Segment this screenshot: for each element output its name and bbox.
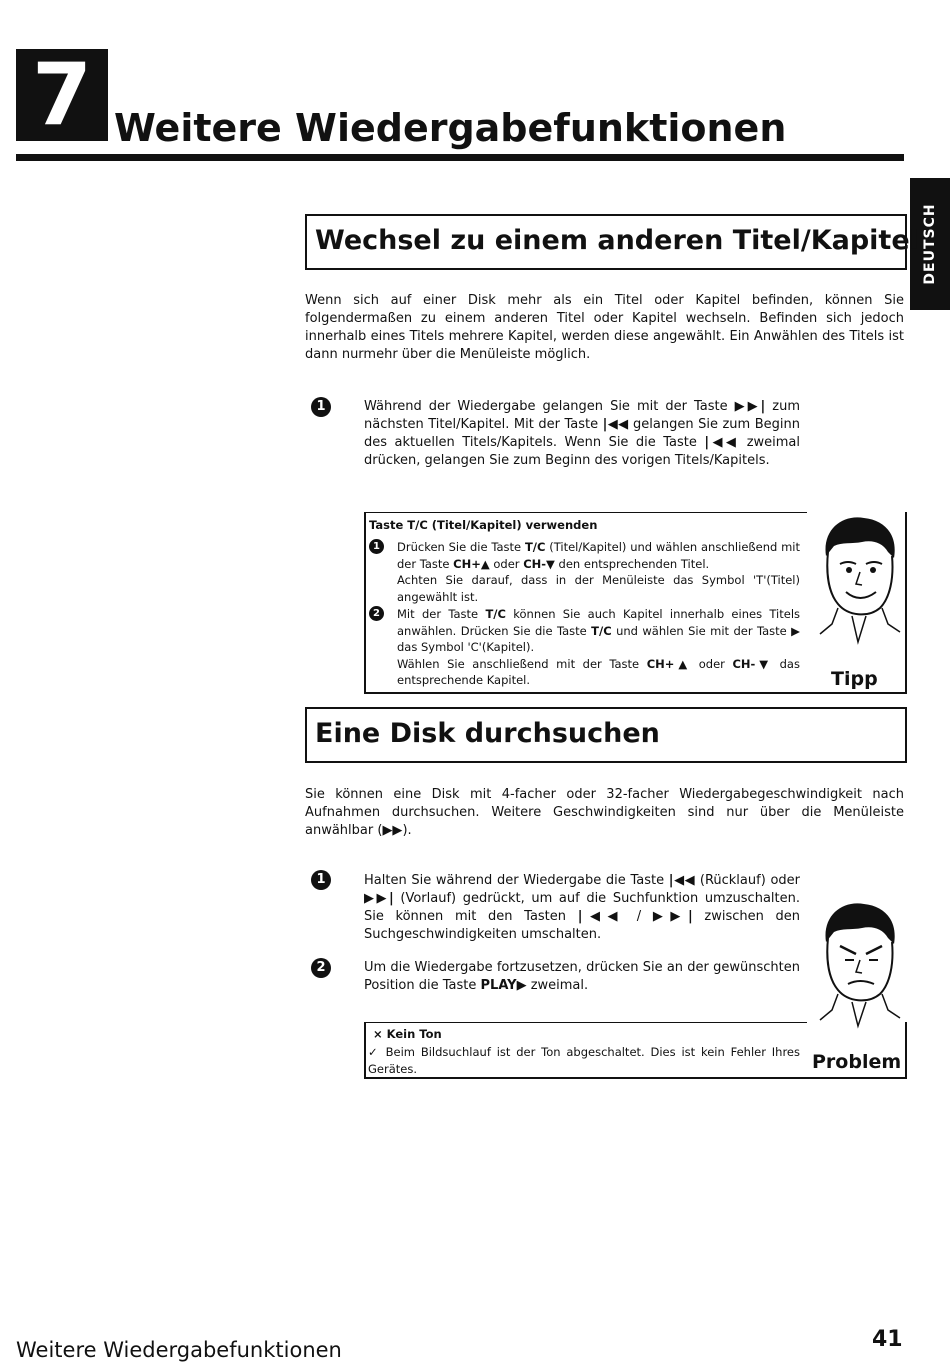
language-tab-label: DEUTSCH [922,203,938,285]
checkmark-icon: ✓ [368,1045,380,1059]
triangle-right-icon: ▶ [791,623,801,638]
tip-step-text: Drücken Sie die Taste T/C (Titel/Kapitel) und wählen anschließend mit der Taste CH+▲ oder CH-▼ den entsprechenden Titel. Achten Sie darauf, dass in der Menüleiste das Symbol 'T'(Titel) angewählt ist. [397,540,801,604]
page-number: 41 [872,1327,903,1352]
tip-step-number: 1 [369,539,384,554]
section-title-box [305,214,919,270]
footer-title: Weitere Wiedergabefunktionen [16,1338,342,1362]
section-intro: Wenn sich auf einer Disk mehr als ein Titel oder Kapitel befinden, können Sie folgendermaßen zu einem anderen Titel oder Kapitel wechseln. Befinden sich jedoch innerhalb eines Titels mehrere Kapitel, werden diese angewählt. Ein Anwählen des Titels ist dann nurmehr über die Menüleiste möglich. [305,293,904,362]
section-title: Wechsel zu einem anderen Titel/Kapitel [315,225,919,256]
tip-label: Tipp [831,668,878,690]
fast-forward-icon: ▶▶ [382,823,403,838]
skip-previous-icon: |◀◀ [577,909,626,924]
chapter-number: 7 [16,49,108,141]
step-text: Um die Wiedergabe fortzusetzen, drücken Sie an der gewünschten Position die Taste PLAY▶ zweimal. [364,960,800,993]
step-text: Halten Sie während der Wiedergabe die Taste |◀◀ (Rücklauf) oder ▶▶| (Vorlauf) gedrückt, um auf die Suchfunktion umzuschalten. Sie können mit den Tasten |◀◀ / ▶▶| zwischen den Suchgeschwindigkeiten umschalten. [364,873,801,942]
triangle-up-icon: ▲ [480,556,490,571]
triangle-up-icon: ▲ [674,656,692,671]
problem-label: Problem [812,1051,902,1073]
skip-previous-icon: |◀◀ [602,417,629,432]
tip-step-number: 2 [369,606,384,621]
triangle-down-icon: ▼ [755,656,773,671]
tip-character-illustration [812,512,904,662]
problem-text: ✓ Beim Bildsuchlauf ist der Ton abgeschaltet. Dies ist kein Fehler Ihres Gerätes. [368,1045,801,1076]
chapter-title: Weitere Wiedergabefunktionen [114,106,787,150]
skip-next-icon: ▶▶| [734,399,766,414]
skip-previous-icon: |◀◀ [704,435,740,450]
step-number: 1 [311,870,331,890]
section-intro: Sie können eine Disk mit 4-facher oder 32-facher Wiedergabegeschwindigkeit nach Aufnahmen durchsuchen. Weitere Geschwindigkeiten sind nur über die Menüleiste anwählbar (▶▶). [305,787,904,838]
tip-step-text: Mit der Taste T/C können Sie auch Kapitel innerhalb eines Titels anwählen. Drücken Sie die Taste T/C und wählen Sie mit der Taste ▶ das Symbol 'C'(Kapitel). Wählen Sie anschließend mit der Taste CH+▲ oder CH-▼ das entsprechende Kapitel. [397,607,801,687]
section-title-box [305,707,907,763]
triangle-right-icon: ▶ [516,978,527,993]
triangle-down-icon: ▼ [546,556,555,571]
skip-next-icon: ▶▶| [652,909,693,924]
cross-icon: × [373,1027,383,1041]
problem-heading: × Kein Ton [373,1027,442,1041]
step-text: Während der Wiedergabe gelangen Sie mit der Taste ▶▶| zum nächsten Titel/Kapitel. Mit der Taste |◀◀ gelangen Sie zum Beginn des aktuellen Titels/Kapitels. Wenn Sie die Taste |◀◀ zweimal drücken, gelangen Sie zum Beginn des vorigen Titels/Kapitels. [364,399,801,468]
tip-heading: Taste T/C (Titel/Kapitel) verwenden [369,518,598,532]
header-rule [16,154,904,161]
step-number: 1 [311,397,331,417]
section-title: Eine Disk durchsuchen [315,718,660,749]
step-number: 2 [311,958,331,978]
skip-previous-icon: |◀◀ [668,873,696,888]
skip-next-icon: ▶▶| [364,891,394,906]
